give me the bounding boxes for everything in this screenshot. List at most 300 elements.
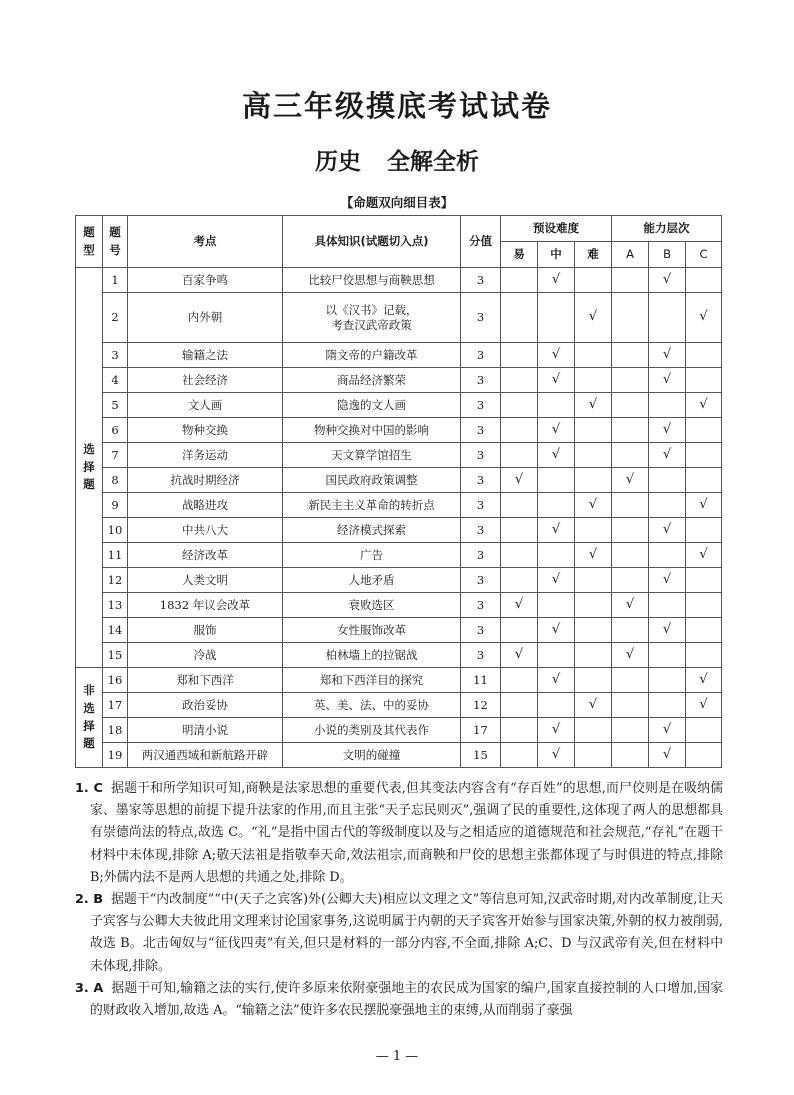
specific-knowledge <box>283 693 461 718</box>
check-mark-icon: √ <box>662 721 672 737</box>
difficulty-cell <box>501 543 538 568</box>
ability-cell <box>612 343 649 368</box>
exam-point: 中共八大 <box>128 518 283 543</box>
check-mark-icon: √ <box>662 446 672 462</box>
table-row <box>76 568 722 593</box>
ability-cell <box>649 693 686 718</box>
check-mark-icon: √ <box>551 621 561 637</box>
question-number: 5 <box>103 393 128 418</box>
difficulty-cell <box>501 593 538 618</box>
difficulty-cell <box>575 493 612 518</box>
difficulty-cell <box>538 618 575 643</box>
knowledge-line: 天文算学馆招生 <box>331 447 412 462</box>
ability-cell <box>612 568 649 593</box>
difficulty-cell <box>575 718 612 743</box>
ability-cell <box>686 493 722 518</box>
score: 3 <box>461 443 501 468</box>
table-row <box>76 443 722 468</box>
ability-cell <box>649 518 686 543</box>
kind-label: 全解全析 <box>387 149 479 175</box>
knowledge-line: 小说的类别及其代表作 <box>314 722 429 737</box>
check-mark-icon: √ <box>625 471 635 487</box>
ability-cell <box>686 593 722 618</box>
difficulty-cell <box>575 268 612 293</box>
difficulty-cell <box>538 668 575 693</box>
knowledge-line: 经济模式探索 <box>337 522 406 537</box>
specific-knowledge <box>283 618 461 643</box>
difficulty-cell <box>538 518 575 543</box>
ability-cell <box>649 618 686 643</box>
ability-cell <box>649 443 686 468</box>
check-mark-icon: √ <box>551 721 561 737</box>
specific-knowledge <box>283 343 461 368</box>
answer-paragraph <box>75 889 723 978</box>
score: 3 <box>461 543 501 568</box>
question-number: 19 <box>103 743 128 768</box>
specific-knowledge <box>283 368 461 393</box>
check-mark-icon: √ <box>588 696 598 712</box>
header-difficulty-easy: 易 <box>501 242 538 268</box>
difficulty-cell <box>538 343 575 368</box>
ability-cell <box>686 668 722 693</box>
difficulty-cell <box>501 743 538 768</box>
difficulty-cell <box>575 468 612 493</box>
score: 3 <box>461 343 501 368</box>
ability-cell <box>686 643 722 668</box>
specific-knowledge <box>283 418 461 443</box>
spec-table-body <box>76 268 722 768</box>
check-mark-icon: √ <box>662 521 672 537</box>
difficulty-cell <box>575 668 612 693</box>
exam-point: 文人画 <box>128 393 283 418</box>
knowledge-line: 柏林墙上的拉锯战 <box>325 647 418 662</box>
check-mark-icon: √ <box>514 471 524 487</box>
ability-cell <box>612 293 649 343</box>
specific-knowledge <box>283 568 461 593</box>
check-mark-icon: √ <box>699 496 708 512</box>
score: 17 <box>461 718 501 743</box>
check-mark-icon: √ <box>514 646 524 662</box>
difficulty-cell <box>538 468 575 493</box>
score: 3 <box>461 393 501 418</box>
question-number: 7 <box>103 443 128 468</box>
table-row <box>76 743 722 768</box>
difficulty-cell <box>538 568 575 593</box>
difficulty-cell <box>538 443 575 468</box>
ability-cell <box>686 443 722 468</box>
ability-cell <box>649 718 686 743</box>
header-point: 考点 <box>128 216 283 268</box>
answer-explanations <box>75 778 723 1022</box>
header-ability-b: B <box>649 242 686 268</box>
knowledge-line: 郑和下西洋目的探究 <box>319 672 424 687</box>
answer-key: 3. A <box>75 980 104 996</box>
ability-cell <box>612 718 649 743</box>
knowledge-line: 英、美、法、中的妥协 <box>314 697 429 712</box>
ability-cell <box>649 393 686 418</box>
difficulty-cell <box>501 518 538 543</box>
score: 3 <box>461 493 501 518</box>
difficulty-cell <box>538 593 575 618</box>
difficulty-cell <box>501 668 538 693</box>
table-row <box>76 618 722 643</box>
question-number: 17 <box>103 693 128 718</box>
ability-cell <box>686 393 722 418</box>
header-ability-a: A <box>612 242 649 268</box>
specific-knowledge <box>283 293 461 343</box>
score: 3 <box>461 618 501 643</box>
difficulty-cell <box>501 618 538 643</box>
ability-cell <box>612 643 649 668</box>
score: 3 <box>461 468 501 493</box>
page-number: — 1 — <box>375 1049 419 1064</box>
knowledge-line: 衰败选区 <box>348 597 395 612</box>
ability-cell <box>649 493 686 518</box>
exam-point: 人类文明 <box>128 568 283 593</box>
knowledge-line: 物种交换对中国的影响 <box>314 422 429 437</box>
table-row <box>76 718 722 743</box>
answer-text: 据题干“内改制度”“中(天子之宾客)外(公卿大夫)相应以文理之文”等信息可知,汉武帝时期,对内改革制度,让天子宾客与公卿大夫彼此用文理来讨论国家事务,这说明属于内朝的天子宾客开始参与国家决策,外朝的权力被削弱,故选 B。北击匈奴与“征伐四夷”有关,但只是材料的一部分内容,不全面,排除 A;C、D 与汉武帝有关,但在材料中未体现,排除。 <box>90 892 723 974</box>
table-title: 【命题双向细目表】 <box>340 195 454 210</box>
difficulty-cell <box>538 543 575 568</box>
table-row <box>76 518 722 543</box>
ability-cell <box>612 493 649 518</box>
header-score: 分值 <box>461 216 501 268</box>
specific-knowledge <box>283 268 461 293</box>
exam-point: 政治妥协 <box>128 693 283 718</box>
ability-cell <box>649 418 686 443</box>
knowledge-line: 商品经济繁荣 <box>337 372 406 387</box>
difficulty-cell <box>575 443 612 468</box>
exam-point: 两汉通西域和新航路开辟 <box>128 743 283 768</box>
check-mark-icon: √ <box>551 671 561 687</box>
knowledge-line: 考查汉武帝政策 <box>331 317 412 332</box>
specific-knowledge <box>283 593 461 618</box>
ability-cell <box>612 443 649 468</box>
ability-cell <box>612 593 649 618</box>
header-type: 题型 <box>76 216 103 268</box>
knowledge-line: 比较尸佼思想与商鞅思想 <box>308 272 435 287</box>
check-mark-icon: √ <box>551 521 561 537</box>
question-number: 6 <box>103 418 128 443</box>
question-type-cell: 非选择题 <box>76 668 103 768</box>
question-number: 15 <box>103 643 128 668</box>
score: 3 <box>461 268 501 293</box>
answer-key: 2. B <box>75 892 104 908</box>
spec-table <box>75 215 722 768</box>
ability-cell <box>686 618 722 643</box>
knowledge-line: 新民主主义革命的转折点 <box>308 497 435 512</box>
answer-key: 1. C <box>75 781 103 796</box>
ability-cell <box>686 543 722 568</box>
difficulty-cell <box>538 743 575 768</box>
difficulty-cell <box>538 293 575 343</box>
check-mark-icon: √ <box>551 346 561 362</box>
difficulty-cell <box>501 443 538 468</box>
ability-cell <box>686 693 722 718</box>
difficulty-cell <box>575 618 612 643</box>
knowledge-line: 国民政府政策调整 <box>325 472 418 487</box>
exam-point: 社会经济 <box>128 368 283 393</box>
difficulty-cell <box>501 568 538 593</box>
check-mark-icon: √ <box>551 271 561 287</box>
table-row <box>76 693 722 718</box>
answer-paragraph <box>75 778 723 889</box>
score: 3 <box>461 368 501 393</box>
difficulty-cell <box>501 418 538 443</box>
score: 3 <box>461 418 501 443</box>
difficulty-cell <box>575 593 612 618</box>
difficulty-cell <box>501 343 538 368</box>
knowledge-line: 人地矛盾 <box>348 572 395 587</box>
exam-point: 明清小说 <box>128 718 283 743</box>
exam-point: 抗战时期经济 <box>128 468 283 493</box>
difficulty-cell <box>538 418 575 443</box>
ability-cell <box>649 643 686 668</box>
specific-knowledge <box>283 393 461 418</box>
ability-cell <box>649 368 686 393</box>
ability-cell <box>612 743 649 768</box>
difficulty-cell <box>575 393 612 418</box>
exam-point: 洋务运动 <box>128 443 283 468</box>
difficulty-cell <box>501 293 538 343</box>
exam-point: 百家争鸣 <box>128 268 283 293</box>
check-mark-icon: √ <box>551 746 561 762</box>
difficulty-cell <box>538 643 575 668</box>
ability-cell <box>649 568 686 593</box>
check-mark-icon: √ <box>662 621 672 637</box>
ability-cell <box>686 568 722 593</box>
question-number: 16 <box>103 668 128 693</box>
difficulty-cell <box>575 293 612 343</box>
check-mark-icon: √ <box>662 746 672 762</box>
table-row <box>76 343 722 368</box>
check-mark-icon: √ <box>588 309 598 325</box>
ability-cell <box>649 543 686 568</box>
check-mark-icon: √ <box>514 596 524 612</box>
check-mark-icon: √ <box>551 446 561 462</box>
score: 3 <box>461 568 501 593</box>
difficulty-cell <box>501 643 538 668</box>
header-difficulty-medium: 中 <box>538 242 575 268</box>
knowledge-line: 女性服饰改革 <box>337 622 406 637</box>
check-mark-icon: √ <box>662 571 672 587</box>
question-number: 2 <box>103 293 128 343</box>
ability-cell <box>686 268 722 293</box>
specific-knowledge <box>283 543 461 568</box>
ability-cell <box>612 268 649 293</box>
score: 3 <box>461 518 501 543</box>
subject-label: 历史 <box>315 149 361 175</box>
check-mark-icon: √ <box>662 271 672 287</box>
knowledge-line: 以《汉书》记载， <box>325 302 418 317</box>
score: 15 <box>461 743 501 768</box>
score: 12 <box>461 693 501 718</box>
question-number: 10 <box>103 518 128 543</box>
header-ability: 能力层次 <box>612 216 722 242</box>
ability-cell <box>649 593 686 618</box>
table-row <box>76 418 722 443</box>
score: 11 <box>461 668 501 693</box>
check-mark-icon: √ <box>625 646 635 662</box>
ability-cell <box>612 393 649 418</box>
ability-cell <box>612 668 649 693</box>
check-mark-icon: √ <box>551 371 561 387</box>
ability-cell <box>686 293 722 343</box>
question-number: 13 <box>103 593 128 618</box>
answer-text: 据题干和所学知识可知,商鞅是法家思想的重要代表,但其变法内容含有“存百姓”的思想,而尸佼则是在吸纳儒家、墨家等思想的前提下提升法家的作用,而且主张“天子忘民则灭”,强调了民的重要性,这体现了两人的思想都具有崇德尚法的特点,故选 C。“礼”是指中国古代的等级制度以及与之相适应的道德规范和社会规范,“存礼”在题干材料中未体现,排除 A;敬天法祖是指敬奉天命,效法祖宗,而商鞅和尸佼的思想主张都体现了与时俱进的特点,排除 B;外儒内法不是两人思想的共通之处,排除 D。 <box>90 781 723 885</box>
question-number: 9 <box>103 493 128 518</box>
table-row <box>76 593 722 618</box>
difficulty-cell <box>575 343 612 368</box>
ability-cell <box>649 743 686 768</box>
header-ability-c: C <box>686 242 722 268</box>
specific-knowledge <box>283 718 461 743</box>
specific-knowledge <box>283 518 461 543</box>
page-subtitle <box>0 143 794 176</box>
ability-cell <box>649 468 686 493</box>
header-difficulty-hard: 难 <box>575 242 612 268</box>
difficulty-cell <box>575 643 612 668</box>
table-row <box>76 268 722 293</box>
question-number: 11 <box>103 543 128 568</box>
difficulty-cell <box>538 268 575 293</box>
difficulty-cell <box>501 468 538 493</box>
question-number: 3 <box>103 343 128 368</box>
ability-cell <box>686 343 722 368</box>
difficulty-cell <box>501 493 538 518</box>
ability-cell <box>686 743 722 768</box>
score: 3 <box>461 293 501 343</box>
question-number: 18 <box>103 718 128 743</box>
knowledge-line: 广告 <box>360 547 383 562</box>
exam-point: 冷战 <box>128 643 283 668</box>
difficulty-cell <box>538 718 575 743</box>
difficulty-cell <box>501 693 538 718</box>
table-row <box>76 468 722 493</box>
check-mark-icon: √ <box>588 496 598 512</box>
knowledge-line: 隐逸的文人画 <box>337 397 406 412</box>
check-mark-icon: √ <box>699 546 708 562</box>
question-number: 14 <box>103 618 128 643</box>
check-mark-icon: √ <box>699 396 708 412</box>
ability-cell <box>612 368 649 393</box>
table-row <box>76 493 722 518</box>
specific-knowledge <box>283 643 461 668</box>
exam-point: 郑和下西洋 <box>128 668 283 693</box>
difficulty-cell <box>501 268 538 293</box>
check-mark-icon: √ <box>699 671 708 687</box>
ability-cell <box>686 468 722 493</box>
question-number: 8 <box>103 468 128 493</box>
ability-cell <box>649 268 686 293</box>
check-mark-icon: √ <box>588 396 598 412</box>
exam-point: 战略进攻 <box>128 493 283 518</box>
table-row <box>76 643 722 668</box>
table-row <box>76 368 722 393</box>
ability-cell <box>612 618 649 643</box>
knowledge-line: 文明的碰撞 <box>342 747 401 762</box>
ability-cell <box>649 293 686 343</box>
specific-knowledge <box>283 493 461 518</box>
table-row <box>76 668 722 693</box>
ability-cell <box>686 518 722 543</box>
difficulty-cell <box>575 693 612 718</box>
knowledge-line: 隋文帝的户籍改革 <box>325 347 418 362</box>
difficulty-cell <box>538 368 575 393</box>
score: 3 <box>461 643 501 668</box>
exam-point: 服饰 <box>128 618 283 643</box>
difficulty-cell <box>538 493 575 518</box>
difficulty-cell <box>538 693 575 718</box>
difficulty-cell <box>575 518 612 543</box>
exam-point: 1832 年议会改革 <box>128 593 283 618</box>
check-mark-icon: √ <box>551 571 561 587</box>
exam-point: 内外朝 <box>128 293 283 343</box>
ability-cell <box>649 343 686 368</box>
ability-cell <box>612 693 649 718</box>
page-title: 高三年级摸底考试试卷 <box>241 89 552 123</box>
header-num: 题号 <box>103 216 128 268</box>
check-mark-icon: √ <box>551 421 561 437</box>
ability-cell <box>686 368 722 393</box>
ability-cell <box>612 418 649 443</box>
specific-knowledge <box>283 668 461 693</box>
exam-point: 经济改革 <box>128 543 283 568</box>
difficulty-cell <box>538 393 575 418</box>
difficulty-cell <box>501 393 538 418</box>
specific-knowledge <box>283 468 461 493</box>
difficulty-cell <box>575 568 612 593</box>
difficulty-cell <box>575 543 612 568</box>
ability-cell <box>612 543 649 568</box>
question-number: 1 <box>103 268 128 293</box>
difficulty-cell <box>501 368 538 393</box>
header-knowledge: 具体知识(试题切入点) <box>283 216 461 268</box>
table-row <box>76 543 722 568</box>
ability-cell <box>649 668 686 693</box>
difficulty-cell <box>575 368 612 393</box>
question-type-cell: 选择题 <box>76 268 103 668</box>
ability-cell <box>686 718 722 743</box>
table-row <box>76 393 722 418</box>
check-mark-icon: √ <box>588 546 598 562</box>
score: 3 <box>461 593 501 618</box>
specific-knowledge <box>283 443 461 468</box>
difficulty-cell <box>575 743 612 768</box>
difficulty-cell <box>575 418 612 443</box>
check-mark-icon: √ <box>625 596 635 612</box>
question-number: 12 <box>103 568 128 593</box>
question-number: 4 <box>103 368 128 393</box>
check-mark-icon: √ <box>662 421 672 437</box>
check-mark-icon: √ <box>699 696 708 712</box>
exam-point: 物种交换 <box>128 418 283 443</box>
check-mark-icon: √ <box>699 309 708 325</box>
ability-cell <box>612 518 649 543</box>
difficulty-cell <box>501 718 538 743</box>
exam-point: 输籍之法 <box>128 343 283 368</box>
answer-text: 据题干可知,输籍之法的实行,使许多原来依附豪强地主的农民成为国家的编户,国家直接控制的人口增加,国家的财政收入增加,故选 A。“输籍之法”使许多农民摆脱豪强地主的束缚,从而削弱了豪强 <box>90 980 723 1019</box>
answer-paragraph <box>75 978 723 1022</box>
check-mark-icon: √ <box>662 371 672 387</box>
ability-cell <box>612 468 649 493</box>
table-row <box>76 293 722 343</box>
check-mark-icon: √ <box>662 346 672 362</box>
header-difficulty: 预设难度 <box>501 216 612 242</box>
ability-cell <box>686 418 722 443</box>
specific-knowledge <box>283 743 461 768</box>
